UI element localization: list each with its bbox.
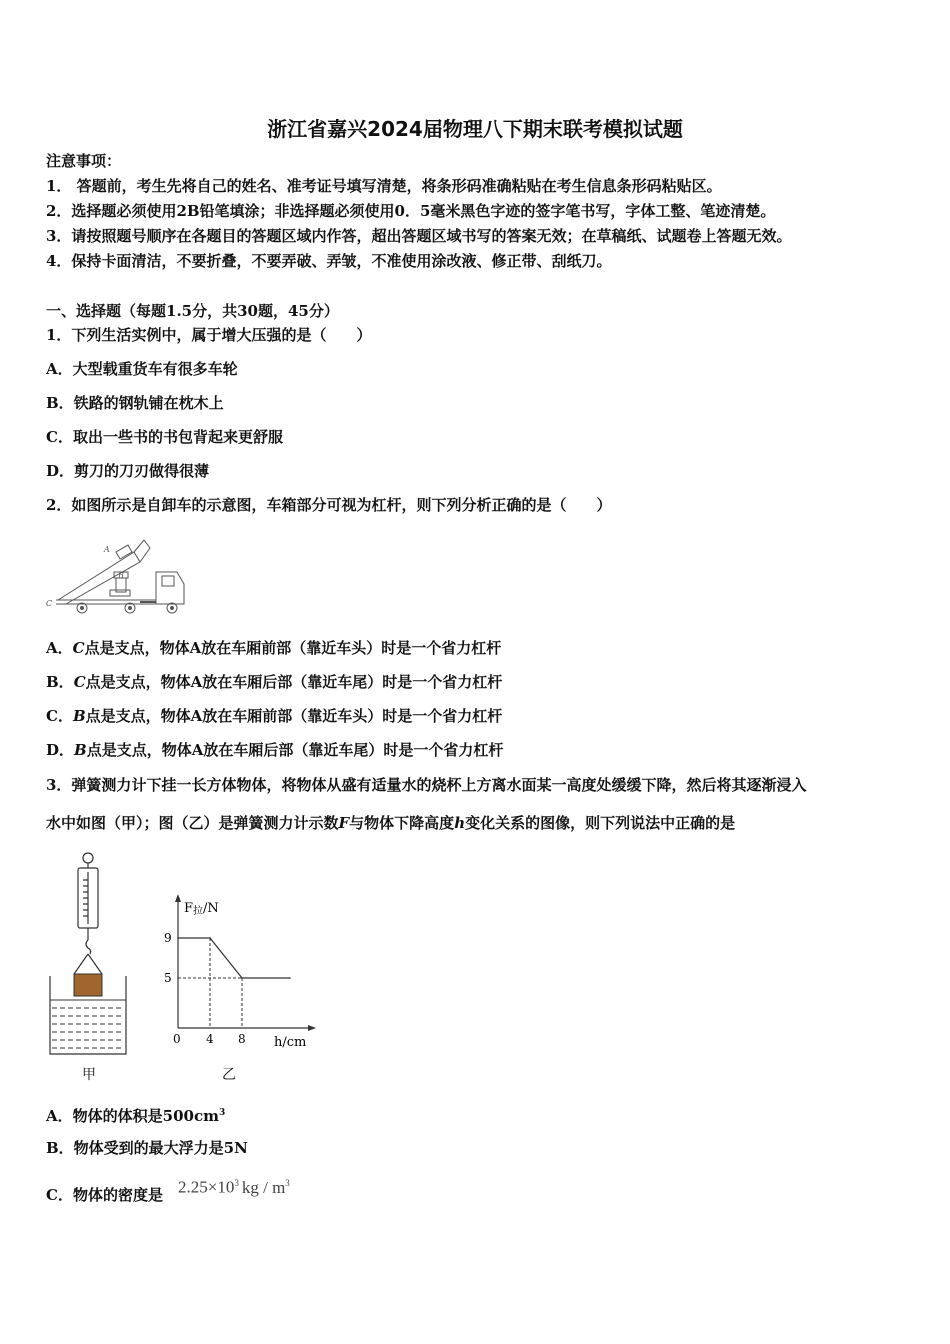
q3-option-a: A．物体的体积是$500cm^3$ (46, 1107, 226, 1125)
q1-option-a: A．大型载重货车有很多车轮 (46, 360, 238, 378)
x-axis-arrow (308, 1025, 316, 1031)
notice-item: 1． 答题前，考生先将自己的姓名、准考证号填写清楚，将条形码准确粘贴在考生信息条形码粘贴区。 (46, 177, 722, 195)
truck-label-a: A (104, 545, 110, 554)
figure-label-jia: 甲 (82, 1067, 96, 1083)
x-tick-label: 4 (206, 1032, 214, 1046)
block-object (74, 974, 102, 996)
truck-label-b: B (118, 571, 124, 580)
data-point (289, 977, 291, 979)
y-axis-label: F拉/N (184, 901, 219, 917)
truck-label-c: C (46, 599, 53, 608)
density-formula: $2.25\times 10^3$ kg / $m^3$ (178, 1177, 290, 1197)
q2-stem: 2．如图所示是自卸车的示意图，车箱部分可视为杠杆，则下列分析正确的是（ ） (46, 496, 612, 514)
dump-truck-figure (44, 532, 194, 618)
notice-item: 4．保持卡面清洁，不要折叠，不要弄破、弄皱，不准使用涂改液、修正带、刮纸刀。 (46, 252, 612, 270)
x-axis-label: h/cm (274, 1035, 307, 1050)
q1-stem: 1．下列生活实例中，属于增大压强的是（ ） (46, 326, 372, 344)
q3-stem-line2: 水中如图（甲）；图（乙）是弹簧测力计示数F与物体下降高度h变化关系的图像，则下列说法中正确的是 (46, 814, 736, 832)
q3-option-c: C．物体的密度是 (46, 1186, 163, 1204)
notice-item: 3．请按照题号顺序在各题目的答题区域内作答，超出答题区域书写的答案无效；在草稿纸、试题卷上答题无效。 (46, 227, 792, 245)
q1-option-c: C．取出一些书的书包背起来更舒服 (46, 428, 283, 446)
q3-stem-line1: 3．弹簧测力计下挂一长方体物体，将物体从盛有适量水的烧杯上方离水面某一高度处缓缓下降，然后将其逐渐浸入 (46, 776, 807, 794)
x-tick-label: 8 (238, 1032, 246, 1046)
series-line (178, 938, 290, 978)
q1-option-b: B．铁路的钢轨铺在枕木上 (46, 394, 224, 412)
q2-option-d: D．B点是支点，物体A放在车厢后部（靠近车尾）时是一个省力杠杆 (46, 741, 504, 759)
q2-option-c: C．B点是支点，物体A放在车厢前部（靠近车头）时是一个省力杠杆 (46, 707, 503, 725)
data-point (177, 937, 179, 939)
q1-option-d: D．剪刀的刀刃做得很薄 (46, 462, 210, 480)
page-title: 浙江省嘉兴2024届物理八下期末联考模拟试题 (267, 117, 683, 141)
figure-label-yi: 乙 (222, 1067, 236, 1083)
notice-heading: 注意事项： (46, 152, 122, 170)
q2-option-a: A．C点是支点，物体A放在车厢前部（靠近车头）时是一个省力杠杆 (46, 639, 502, 657)
origin-label: 0 (173, 1032, 181, 1046)
q3-option-b: B．物体受到的最大浮力是5N (46, 1139, 248, 1157)
y-tick-label: 5 (164, 971, 172, 985)
section-heading: 一、选择题（每题1.5分，共30题，45分） (46, 302, 339, 320)
q2-option-b: B．C点是支点，物体A放在车厢后部（靠近车尾）时是一个省力杠杆 (46, 673, 503, 691)
force-height-graph (160, 890, 320, 1055)
y-axis-arrow (175, 894, 181, 902)
y-tick-label: 9 (164, 931, 172, 945)
notice-item: 2．选择题必须使用2B铅笔填涂；非选择题必须使用0．5毫米黑色字迹的签字笔书写，字体工整、笔迹清楚。 (46, 202, 776, 220)
spring-scale-beaker-figure (46, 850, 136, 1060)
